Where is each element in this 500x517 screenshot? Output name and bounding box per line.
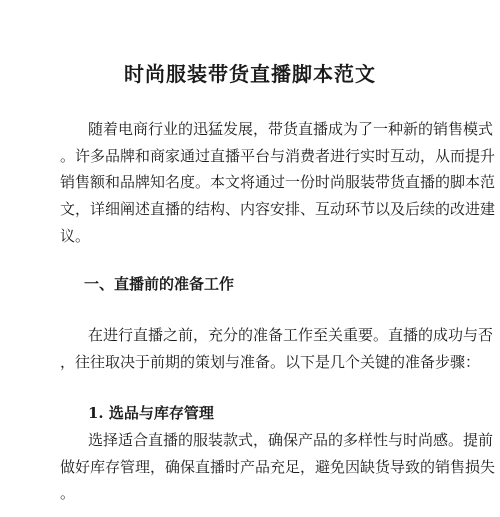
document-title: 时尚服装带货直播脚本范文 — [124, 62, 376, 86]
paragraph-line: 销售额和品牌知名度。本文将通过一份时尚服装带货直播的脚本范 — [60, 173, 496, 192]
paragraph-line: 做好库存管理，确保直播时产品充足，避免因缺货导致的销售损失 — [60, 457, 496, 476]
paragraph-line: 。许多品牌和商家通过直播平台与消费者进行实时互动，从而提升 — [60, 146, 496, 165]
paragraph-line: 选择适合直播的服装款式，确保产品的多样性与时尚感。提前 — [88, 431, 494, 449]
paragraph-line: 随着电商行业的迅猛发展，带货直播成为了一种新的销售模式 — [88, 120, 494, 138]
subsection-heading: 1. 选品与库存管理 — [88, 404, 214, 422]
paragraph-line: 文，详细阐述直播的结构、内容安排、互动环节以及后续的改进建 — [60, 200, 496, 219]
subsection-paragraph — [60, 427, 496, 507]
paragraph-line: 在进行直播之前，充分的准备工作至关重要。直播的成功与否 — [88, 326, 494, 344]
paragraph-line: 。 — [60, 484, 76, 503]
intro-paragraph — [60, 116, 496, 250]
paragraph-line: 议。 — [60, 226, 91, 245]
paragraph-line: ，往往取决于前期的策划与准备。以下是几个关键的准备步骤： — [60, 352, 481, 371]
section-paragraph — [60, 322, 494, 375]
section-heading: 一、直播前的准备工作 — [84, 275, 235, 293]
